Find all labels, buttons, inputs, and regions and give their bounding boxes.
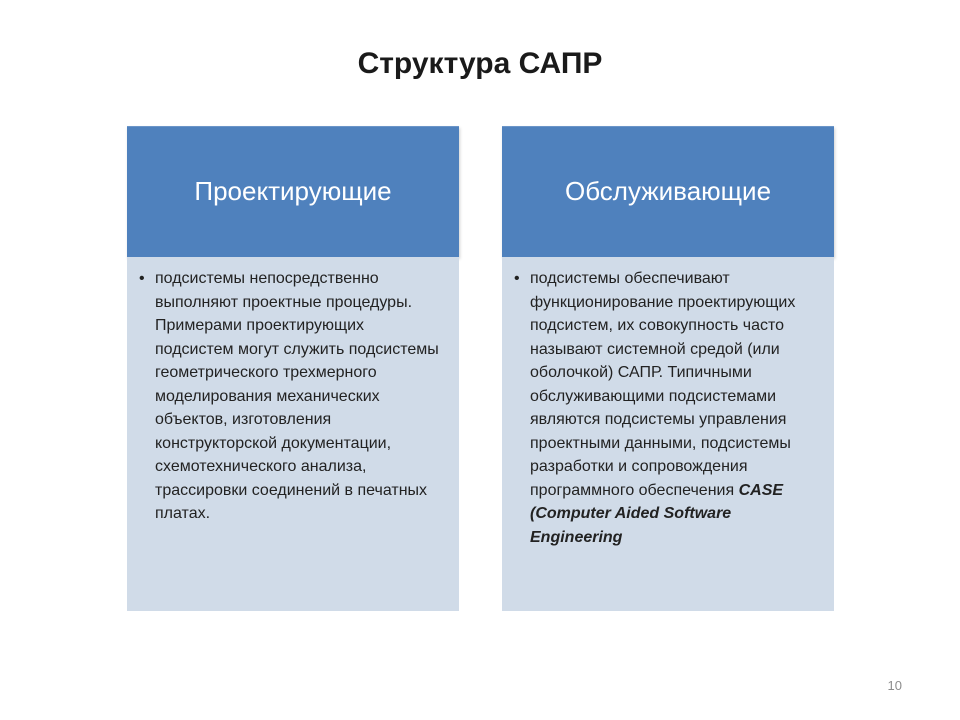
bullet-text-main: подсистемы непосредственно выполняют проектные процедуры. Примерами проектирующих подсистем могут служить подсистемы геометрического трехмерного моделирования механических объектов, изготовления конструкторской документации, схемотехнического анализа, трассировки соединений в печатных платах.	[155, 270, 439, 522]
bullet-text	[155, 267, 445, 526]
bullet-item	[139, 267, 445, 526]
column-header-designing: Проектирующие	[127, 126, 459, 257]
bullet-text-emphasis: CASE (Computer Aided Software Engineering	[530, 481, 784, 546]
bullet-text-main: подсистемы обеспечивают функционирование проектирующих подсистем, их совокупность часто называют системной средой (или оболочкой) САПР. Типичными обслуживающими подсистемами являются подсистемы управления проектными данными, подсистемы разработки и сопровождения программного обеспечения	[530, 270, 796, 499]
slide-title: Структура САПР	[357, 47, 603, 80]
column-designing	[127, 126, 459, 611]
page-number: 10	[887, 678, 902, 693]
bullet-text	[530, 267, 820, 549]
column-body-servicing	[502, 257, 834, 611]
bullet-item	[514, 267, 820, 549]
bullet-icon: •	[514, 270, 520, 287]
column-body-designing	[127, 257, 459, 611]
column-header-servicing: Обслуживающие	[502, 126, 834, 257]
bullet-icon: •	[139, 270, 145, 287]
column-servicing	[502, 126, 834, 611]
